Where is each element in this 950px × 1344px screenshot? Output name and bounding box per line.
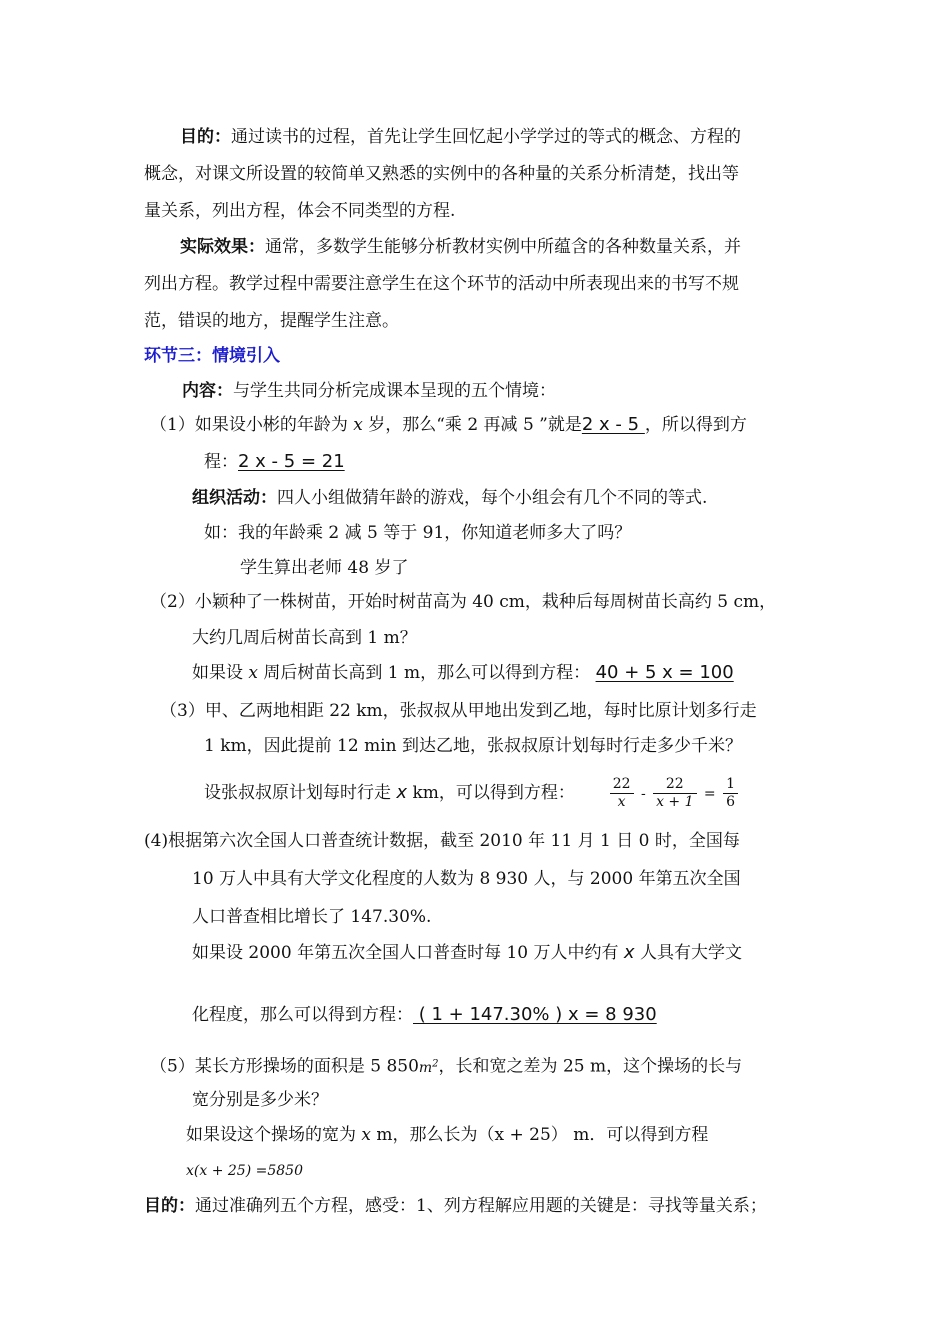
purpose-label: 目的：	[180, 127, 231, 147]
scenario-4-line-1: (4)根据第六次全国人口普查统计数据，截至 2010 年 11 月 1 日 0 时，全国每	[144, 831, 740, 851]
purpose-2-label: 目的：	[144, 1196, 195, 1216]
equation-4: ( 1 + 147.30% ) x = 8 930	[413, 1004, 657, 1025]
scenario-5-line-2: 宽分别是多少米？	[192, 1090, 328, 1110]
effect-line-1: 实际效果：通常，多数学生能够分析教材实例中所蕴含的各种数量关系，并	[180, 237, 741, 257]
scenario-4-line-3: 人口普查相比增长了 147.30%.	[192, 907, 432, 927]
answer-blank: 2 x - 5	[581, 414, 645, 435]
fraction-22-over-x-plus-1: $\frac{22}{x + 1}$	[653, 776, 696, 811]
fraction-22-over-x: $\frac{22}{x}$	[610, 776, 634, 811]
scenario-2-line-1: （2）小颖种了一株树苗，开始时树苗高为 40 cm，栽种后每周树苗长高约 5 cm，	[150, 592, 777, 612]
purpose-line-2: 概念，对课文所设置的较简单又熟悉的实例中的各种量的关系分析清楚，找出等	[144, 164, 739, 184]
scenario-1-line-1: （1）如果设小彬的年龄为 x 岁，那么“乘 2 再减 5 ”就是2 x - 5 ，所以得到方	[150, 414, 747, 435]
variable-x: x	[353, 415, 363, 435]
equation-5: x(x + 25) =5850	[186, 1163, 303, 1179]
purpose-line-1: 目的：通过读书的过程，首先让学生回忆起小学学过的等式的概念、方程的	[180, 127, 741, 147]
section-heading: 环节三：情境引入	[144, 346, 280, 366]
variable-x: x	[361, 1125, 371, 1145]
variable-x: x	[396, 782, 408, 803]
unit-square-meter: $m^2$	[418, 1058, 439, 1076]
scenario-2-line-2: 大约几周后树苗长高到 1 m？	[192, 628, 417, 648]
scenario-5-line-3: 如果设这个操场的宽为 x m，那么长为（x + 25） m．可以得到方程	[186, 1125, 709, 1145]
scenario-4-line-4: 如果设 2000 年第五次全国人口普查时每 10 万人中约有 x 人具有大学文	[192, 942, 742, 963]
scenario-3-line-1: （3）甲、乙两地相距 22 km，张叔叔从甲地出发到乙地，每时比原计划多行走	[160, 701, 757, 721]
scenario-4-line-2: 10 万人中具有大学文化程度的人数为 8 930 人，与 2000 年第五次全国	[192, 869, 741, 889]
effect-label: 实际效果：	[180, 237, 265, 257]
effect-line-3: 范，错误的地方，提醒学生注意。	[144, 311, 399, 331]
scenario-2-line-3: 如果设 x 周后树苗长高到 1 m，那么可以得到方程： 40 + 5 x = 100	[192, 662, 734, 683]
example-answer: 学生算出老师 48 岁了	[240, 558, 409, 578]
organize-label: 组织活动：	[192, 488, 277, 508]
purpose-2-line: 目的：通过准确列五个方程，感受：1、列方程解应用题的关键是：寻找等量关系；	[144, 1196, 767, 1216]
content-line: 内容：与学生共同分析完成课本呈现的五个情境：	[182, 381, 556, 401]
scenario-1-line-2: 程：2 x - 5 = 21	[204, 451, 345, 472]
content-label: 内容：	[182, 381, 233, 401]
equation-1: 2 x - 5 = 21	[238, 451, 345, 472]
fraction-1-over-6: $\frac{1}{6}$	[723, 776, 738, 811]
scenario-3-line-2: 1 km，因此提前 12 min 到达乙地，张叔叔原计划每时行走多少千米？	[204, 736, 742, 756]
scenario-4-line-5: 化程度，那么可以得到方程： ( 1 + 147.30% ) x = 8 930	[192, 1004, 657, 1025]
variable-x: x	[623, 942, 635, 963]
variable-x: x	[248, 663, 258, 683]
equation-2: 40 + 5 x = 100	[595, 662, 734, 683]
scenario-3-line-3: 设张叔叔原计划每时行走 x km，可以得到方程： $\frac{22}{x}$ - $\frac{22}{x + 1}$ = $\frac{1}{6}$	[204, 773, 740, 814]
scenario-5-line-1: （5）某长方形操场的面积是 5 $850m^2$，长和宽之差为 25 m，这个操场的长与	[150, 1056, 743, 1077]
example-line: 如：我的年龄乘 2 减 5 等于 91，你知道老师多大了吗？	[204, 523, 632, 543]
organize-line: 组织活动：四人小组做猜年龄的游戏，每个小组会有几个不同的等式.	[192, 488, 708, 508]
purpose-line-3: 量关系，列出方程，体会不同类型的方程.	[144, 201, 456, 221]
effect-line-2: 列出方程。教学过程中需要注意学生在这个环节的活动中所表现出来的书写不规	[144, 274, 739, 294]
